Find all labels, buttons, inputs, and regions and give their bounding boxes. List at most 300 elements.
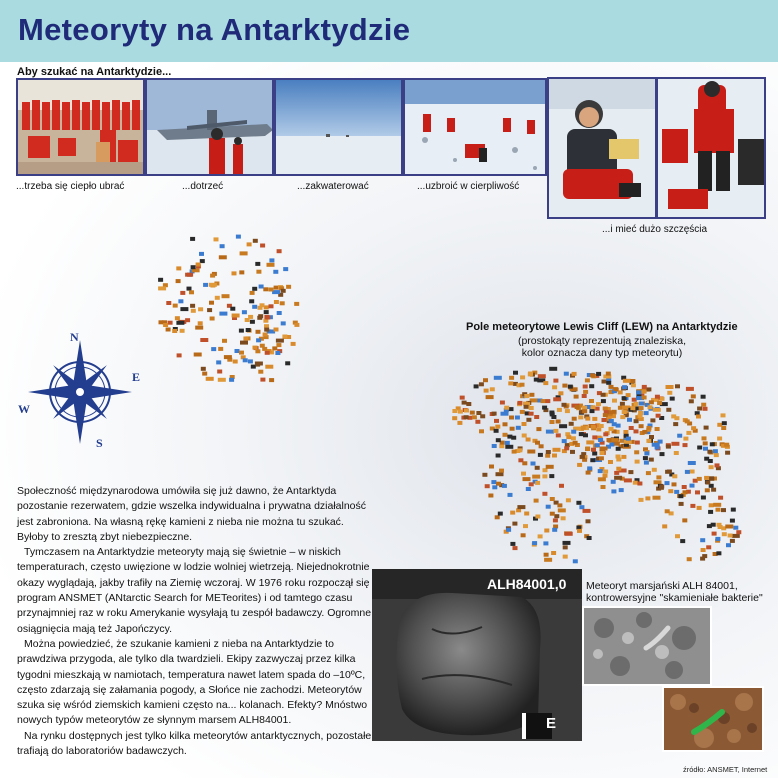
find-marker — [494, 429, 499, 433]
find-marker — [635, 441, 640, 445]
find-marker — [666, 385, 674, 389]
find-marker — [587, 536, 592, 540]
find-marker — [472, 415, 477, 419]
find-marker — [496, 482, 501, 486]
find-marker — [655, 395, 660, 399]
find-marker — [690, 470, 695, 474]
find-marker — [523, 477, 531, 481]
find-marker — [239, 351, 244, 355]
find-marker — [665, 481, 670, 485]
find-marker — [269, 288, 274, 292]
find-marker — [626, 437, 631, 441]
find-marker — [240, 251, 248, 255]
find-marker — [583, 509, 591, 513]
find-marker — [475, 420, 480, 424]
find-marker — [285, 361, 290, 365]
find-marker — [649, 400, 654, 404]
find-marker — [632, 398, 637, 402]
find-marker — [652, 468, 657, 472]
find-marker — [646, 471, 651, 475]
find-marker — [281, 321, 286, 325]
find-marker — [273, 270, 278, 274]
find-marker — [639, 406, 644, 410]
find-marker — [200, 338, 208, 342]
find-marker — [479, 382, 484, 386]
find-marker — [624, 478, 632, 482]
find-marker — [543, 381, 548, 385]
find-marker — [709, 476, 714, 480]
find-marker — [252, 287, 257, 291]
find-marker — [260, 244, 265, 248]
find-marker — [686, 387, 694, 391]
find-marker — [209, 283, 217, 287]
find-marker — [642, 396, 647, 400]
find-marker — [612, 399, 617, 403]
find-marker — [503, 433, 508, 437]
find-marker — [563, 541, 571, 545]
find-marker — [256, 270, 261, 274]
find-marker — [630, 379, 635, 383]
caption-accommodation: ...zakwaterować — [297, 181, 369, 192]
find-marker — [264, 310, 269, 314]
find-marker — [163, 323, 168, 327]
find-marker — [217, 370, 222, 374]
microscope-image-gray — [582, 606, 712, 686]
find-marker — [274, 328, 279, 332]
find-marker — [600, 451, 605, 455]
find-marker — [682, 518, 687, 522]
find-marker — [722, 421, 727, 425]
find-marker — [508, 381, 513, 385]
find-marker — [215, 296, 220, 300]
find-marker — [736, 530, 741, 534]
find-marker — [634, 402, 639, 406]
find-marker — [158, 278, 163, 282]
find-marker — [539, 444, 544, 448]
find-marker — [535, 441, 540, 445]
find-marker — [662, 524, 667, 528]
find-marker — [706, 545, 711, 549]
find-marker — [590, 373, 595, 377]
find-marker — [577, 463, 582, 467]
find-marker — [277, 249, 282, 253]
find-marker — [709, 465, 714, 469]
find-marker — [522, 422, 527, 426]
find-marker — [168, 321, 173, 325]
find-marker — [510, 542, 515, 546]
find-marker — [592, 435, 597, 439]
find-marker — [494, 376, 502, 380]
find-marker — [485, 484, 490, 488]
find-marker — [159, 320, 164, 324]
find-marker — [211, 347, 216, 351]
find-marker — [542, 406, 547, 410]
find-marker — [557, 408, 562, 412]
find-marker — [592, 417, 597, 421]
article-body — [17, 484, 373, 759]
find-marker — [552, 454, 557, 458]
find-marker — [210, 317, 215, 321]
find-marker — [544, 553, 549, 557]
find-marker — [701, 548, 706, 552]
find-marker — [258, 370, 263, 374]
find-marker — [608, 460, 613, 464]
find-marker — [649, 435, 654, 439]
find-marker — [590, 458, 595, 462]
find-marker — [483, 378, 488, 382]
find-marker — [697, 506, 702, 510]
find-marker — [233, 360, 238, 364]
find-marker — [573, 559, 578, 563]
find-marker — [690, 484, 695, 488]
find-marker — [486, 395, 494, 399]
find-marker — [639, 402, 644, 406]
find-marker — [252, 305, 257, 309]
map-description-line2: kolor oznacza dany typ meteorytu) — [521, 347, 683, 359]
find-marker — [534, 378, 539, 382]
compass-south-label: S — [96, 436, 103, 450]
find-marker — [649, 458, 654, 462]
find-marker — [603, 413, 608, 417]
find-marker — [562, 384, 567, 388]
find-marker — [496, 438, 501, 442]
find-marker — [622, 385, 627, 389]
find-marker — [464, 415, 469, 419]
find-marker — [644, 411, 649, 415]
find-marker — [218, 347, 223, 351]
find-marker — [725, 525, 733, 529]
find-marker — [503, 422, 508, 426]
find-marker — [232, 314, 240, 318]
find-marker — [542, 474, 547, 478]
find-marker — [498, 512, 503, 516]
find-marker — [646, 387, 651, 391]
find-marker — [543, 468, 548, 472]
find-marker — [517, 505, 525, 509]
find-marker — [596, 372, 601, 376]
find-marker — [648, 405, 653, 409]
find-marker — [653, 496, 661, 500]
find-marker — [291, 342, 296, 346]
find-marker — [665, 470, 670, 474]
find-marker — [571, 430, 576, 434]
find-marker — [715, 537, 720, 541]
find-marker — [585, 417, 590, 421]
mars-meteorite-caption — [586, 580, 763, 604]
find-marker — [190, 237, 195, 241]
find-marker — [630, 406, 635, 410]
find-marker — [697, 477, 702, 481]
find-marker — [589, 384, 594, 388]
find-marker — [232, 271, 237, 275]
find-marker — [671, 442, 679, 446]
find-marker — [726, 543, 731, 547]
find-marker — [644, 461, 649, 465]
find-marker — [582, 409, 587, 413]
find-marker — [256, 338, 261, 342]
find-marker — [466, 402, 471, 406]
find-marker — [201, 367, 206, 371]
find-marker — [713, 449, 718, 453]
find-marker — [703, 441, 708, 445]
find-marker — [282, 335, 287, 339]
find-marker — [732, 534, 740, 538]
find-marker — [691, 394, 696, 398]
find-marker — [697, 407, 702, 411]
compass-west-label: W — [18, 402, 30, 416]
find-marker — [637, 482, 642, 486]
find-marker — [574, 395, 579, 399]
find-marker — [280, 301, 285, 305]
find-marker — [585, 378, 590, 382]
find-marker — [602, 418, 607, 422]
article-paragraph-4: Na rynku dostępnych jest tylko kilka meteorytów antarktycznych, pozostałe trafiają do laboratoriów badawczych. — [17, 729, 372, 758]
find-marker — [510, 511, 515, 515]
find-marker — [524, 512, 529, 516]
find-marker — [677, 434, 682, 438]
find-marker — [222, 339, 227, 343]
find-marker — [596, 402, 601, 406]
find-marker — [691, 426, 696, 430]
find-marker — [190, 304, 195, 308]
find-marker — [236, 235, 241, 239]
find-marker — [609, 427, 614, 431]
find-marker — [586, 519, 591, 523]
find-marker — [198, 321, 203, 325]
find-marker — [565, 409, 570, 413]
map-description-line1: (prostokąty reprezentują znaleziska, — [517, 335, 687, 347]
find-marker — [713, 503, 721, 507]
find-marker — [598, 477, 606, 481]
find-marker — [264, 315, 269, 319]
find-marker — [536, 427, 541, 431]
find-marker — [502, 484, 507, 488]
find-marker — [591, 405, 596, 409]
find-marker — [260, 378, 265, 382]
find-marker — [572, 417, 577, 421]
find-marker — [512, 522, 517, 526]
find-marker — [250, 291, 255, 295]
find-marker — [253, 346, 258, 350]
find-marker — [633, 481, 638, 485]
find-marker — [707, 524, 712, 528]
find-marker — [527, 450, 535, 454]
find-marker — [566, 498, 571, 502]
find-marker — [577, 529, 582, 533]
find-marker — [229, 378, 234, 382]
find-marker — [644, 451, 649, 455]
find-marker — [542, 492, 547, 496]
find-marker — [603, 432, 608, 436]
find-marker — [206, 377, 214, 381]
find-marker — [559, 424, 567, 428]
find-marker — [636, 390, 641, 394]
find-marker — [180, 307, 188, 311]
find-marker — [526, 438, 531, 442]
find-marker — [538, 453, 543, 457]
find-marker — [705, 488, 710, 492]
find-marker — [666, 408, 671, 412]
find-marker — [591, 425, 596, 429]
find-marker — [665, 509, 670, 513]
find-marker — [701, 403, 706, 407]
map-title: Pole meteorytowe Lewis Cliff (LEW) na Antarktydzie — [466, 321, 738, 333]
find-marker — [546, 465, 554, 469]
find-marker — [239, 329, 244, 333]
find-marker — [549, 411, 554, 415]
find-marker — [675, 384, 680, 388]
find-marker — [621, 455, 626, 459]
find-marker — [623, 430, 628, 434]
find-marker — [700, 538, 705, 542]
find-marker — [620, 415, 625, 419]
find-marker — [528, 372, 533, 376]
find-marker — [479, 429, 484, 433]
find-marker — [657, 401, 662, 405]
find-marker — [609, 419, 614, 423]
find-marker — [702, 554, 707, 558]
find-marker — [689, 399, 694, 403]
find-marker — [695, 490, 700, 494]
find-marker — [513, 371, 518, 375]
find-marker — [240, 341, 248, 345]
find-marker — [668, 489, 673, 493]
find-marker — [513, 546, 518, 550]
find-marker — [501, 412, 509, 416]
find-marker — [711, 488, 716, 492]
find-marker — [504, 406, 509, 410]
find-marker — [495, 425, 500, 429]
find-marker — [679, 502, 684, 506]
find-marker — [580, 455, 585, 459]
find-marker — [550, 512, 555, 516]
find-marker — [579, 505, 584, 509]
find-marker — [457, 421, 462, 425]
find-marker — [521, 533, 526, 537]
find-marker — [585, 447, 590, 451]
find-marker — [220, 244, 225, 248]
find-marker — [701, 395, 706, 399]
find-marker — [607, 438, 612, 442]
scale-cube-letter: E — [546, 715, 557, 732]
find-marker — [158, 286, 166, 290]
find-marker — [203, 283, 208, 287]
find-marker — [534, 415, 539, 419]
find-marker — [733, 526, 738, 530]
find-marker — [510, 427, 515, 431]
find-marker — [716, 551, 721, 555]
find-marker — [629, 426, 634, 430]
find-marker — [678, 494, 683, 498]
map-description — [507, 335, 697, 359]
find-marker — [520, 410, 525, 414]
find-marker — [690, 504, 695, 508]
find-marker — [175, 316, 180, 320]
find-marker — [587, 466, 592, 470]
find-marker — [675, 534, 680, 538]
find-marker — [551, 551, 556, 555]
find-marker — [601, 485, 606, 489]
find-marker — [653, 408, 661, 412]
find-marker — [685, 419, 690, 423]
find-marker — [207, 308, 212, 312]
find-marker — [634, 450, 639, 454]
find-marker — [177, 353, 182, 357]
find-marker — [531, 462, 536, 466]
find-marker — [667, 391, 672, 395]
find-marker — [627, 418, 632, 422]
find-marker — [553, 397, 561, 401]
find-marker — [579, 432, 584, 436]
find-marker — [656, 414, 661, 418]
find-marker — [276, 343, 281, 347]
find-marker — [683, 437, 688, 441]
find-marker — [219, 255, 227, 259]
find-marker — [730, 539, 735, 543]
find-marker — [176, 266, 181, 270]
find-marker — [623, 379, 631, 383]
find-marker — [262, 347, 267, 351]
find-marker — [613, 387, 618, 391]
find-marker — [614, 471, 619, 475]
find-marker — [687, 557, 692, 561]
find-marker — [595, 443, 600, 447]
find-marker — [484, 389, 489, 393]
find-marker — [606, 372, 611, 376]
find-marker — [599, 456, 604, 460]
find-marker — [553, 448, 561, 452]
find-marker — [187, 287, 192, 291]
find-marker — [258, 306, 263, 310]
find-marker — [600, 447, 608, 451]
find-marker — [553, 429, 558, 433]
find-marker — [590, 409, 595, 413]
find-marker — [277, 311, 282, 315]
find-marker — [482, 473, 487, 477]
find-marker — [712, 532, 717, 536]
find-marker — [672, 474, 677, 478]
find-marker — [532, 541, 537, 545]
find-marker — [452, 416, 457, 420]
find-marker — [564, 372, 569, 376]
compass-north-label: N — [70, 330, 79, 344]
find-marker — [702, 436, 707, 440]
find-marker — [557, 503, 562, 507]
caption-luck: ...i mieć dużo szczęścia — [602, 224, 708, 235]
find-marker — [543, 541, 548, 545]
find-marker — [499, 469, 504, 473]
find-marker — [659, 484, 664, 488]
find-marker — [509, 416, 514, 420]
find-marker — [512, 450, 517, 454]
find-marker — [566, 435, 571, 439]
meteorite-label: ALH84001,0 — [487, 576, 567, 592]
find-marker — [639, 498, 644, 502]
find-marker — [274, 300, 279, 304]
find-marker — [583, 390, 588, 394]
find-marker — [494, 419, 499, 423]
find-marker — [507, 435, 512, 439]
find-marker — [598, 469, 603, 473]
find-marker — [616, 447, 621, 451]
find-marker — [556, 420, 561, 424]
find-marker — [628, 470, 633, 474]
find-marker — [550, 497, 555, 501]
find-marker — [516, 426, 521, 430]
find-marker — [562, 403, 567, 407]
find-marker — [524, 394, 529, 398]
find-marker — [616, 467, 621, 471]
